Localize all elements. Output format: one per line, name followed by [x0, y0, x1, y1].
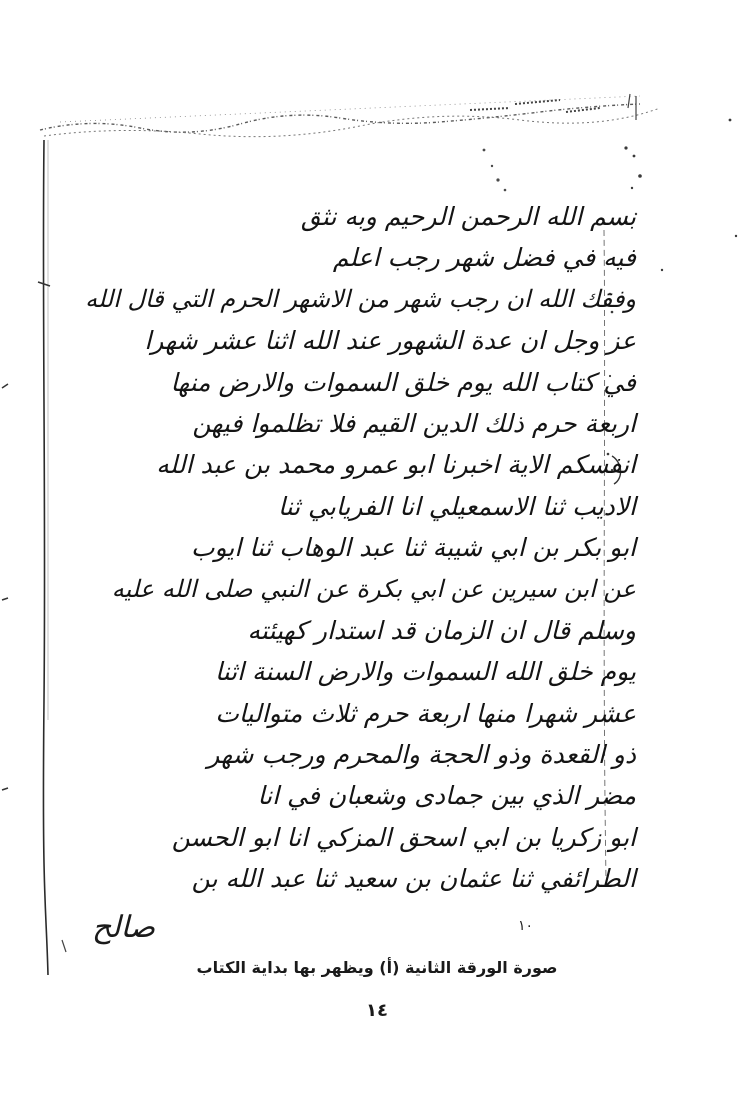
manuscript-line: فيه في فضل شهر رجب اعلم — [332, 243, 636, 273]
manuscript-line: عز وجل ان عدة الشهور عند الله اثنا عشر شهرا — [144, 326, 636, 356]
manuscript-line: عن ابن سيرين عن ابي بكرة عن النبي صلى الله عليه — [111, 574, 636, 603]
signature: صالح — [92, 910, 156, 945]
manuscript-line: بسم الله الرحمن الرحيم وبه نثق — [301, 202, 636, 231]
manuscript-text-block — [85, 196, 636, 900]
figure-caption: صورة الورقة الثانية (أ) ويظهر بها بداية الكتاب — [196, 958, 558, 977]
manuscript-line: يوم خلق الله السموات والارض السنة اثنا — [214, 657, 636, 687]
manuscript-line: ابو بكر بن ابي شيبة ثنا عبد الوهاب ثنا ايوب — [190, 533, 636, 563]
manuscript-line: وسلم قال ان الزمان قد استدار كهيئته — [247, 615, 636, 645]
manuscript-line: وفقك الله ان رجب شهر من الاشهر الحرم التي قال الله — [85, 284, 636, 313]
top-edge-noise — [40, 96, 660, 137]
manuscript-line: عشر شهرا منها اربعة حرم ثلاث متواليات — [215, 698, 636, 728]
left-frame-line — [43, 140, 48, 975]
manuscript-line: انفسكم الاية اخبرنا ابو عمرو محمد بن عبد الله — [156, 450, 636, 480]
manuscript-line: في كتاب الله يوم خلق السموات والارض منها — [170, 367, 636, 397]
manuscript-line: مضر الذي بين جمادى وشعبان في انا — [257, 781, 636, 811]
manuscript-line: ابو زكريا بن ابي اسحق المزكي انا ابو الحسن — [171, 822, 636, 852]
manuscript-line: ذو القعدة وذو الحجة والمحرم ورجب شهر — [207, 740, 636, 770]
manuscript-line: اربعة حرم ذلك الدين القيم فلا تظلموا فيهن — [192, 408, 636, 438]
manuscript-line: الاديب ثنا الاسمعيلي انا الفريابي ثنا — [277, 491, 636, 521]
folio-mark: ١٠ — [518, 918, 534, 934]
left-edge-marks — [2, 282, 50, 790]
manuscript-line: الطرائفي ثنا عثمان بن سعيد ثنا عبد الله بن — [191, 864, 636, 894]
page-number: ١٤ — [366, 1000, 388, 1021]
